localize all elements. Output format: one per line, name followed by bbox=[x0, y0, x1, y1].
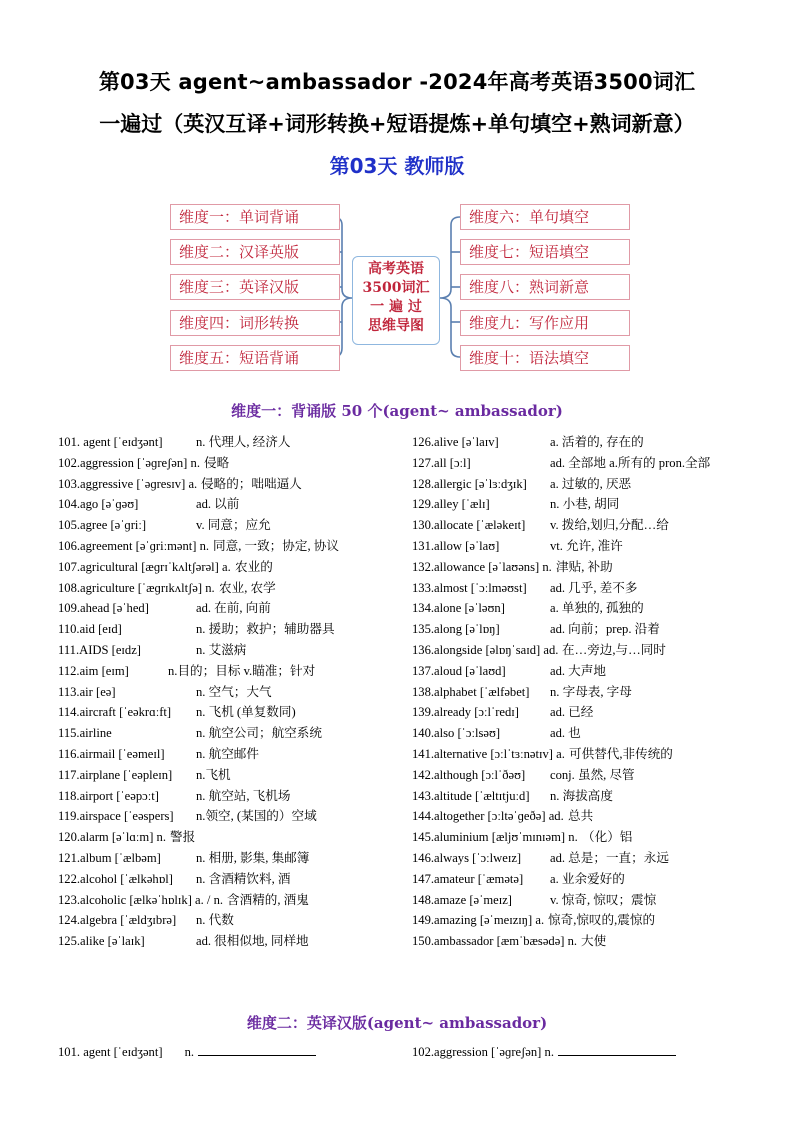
vocab-word: 122.alcohol [ˈælkəhɒl] bbox=[58, 871, 174, 886]
vocab-definition: n. 空气；大气 bbox=[196, 684, 272, 699]
mindmap-box-dim10: 维度十：语法填空 bbox=[460, 345, 630, 371]
vocab-entry bbox=[58, 640, 403, 661]
exercise-item-101 bbox=[58, 1043, 316, 1060]
vocab-entry bbox=[58, 931, 403, 952]
mindmap-box-dim2: 维度二：汉译英版 bbox=[170, 239, 340, 265]
vocab-entry bbox=[58, 910, 403, 931]
vocab-word: 141.alternative [ɔːlˈtɜːnətɪv] a. bbox=[412, 746, 565, 761]
exercise-word: 101. agent [ˈeɪdʒənt] bbox=[58, 1045, 163, 1059]
vocab-word: 142.although [ɔːlˈðəʊ] bbox=[412, 767, 526, 782]
vocab-word: 146.always [ˈɔːlweɪz] bbox=[412, 850, 522, 865]
vocab-word: 104.ago [əˈɡəʊ] bbox=[58, 497, 139, 512]
vocab-word: 112.aim [eɪm] bbox=[58, 663, 129, 678]
vocab-entry bbox=[412, 890, 752, 911]
vocab-entry bbox=[412, 640, 752, 661]
vocab-definition: 惊奇,惊叹的,震惊的 bbox=[548, 913, 656, 928]
vocab-entry bbox=[412, 910, 752, 931]
vocab-word: 123.alcoholic [ælkəˈhɒlɪk] a. / n. bbox=[58, 892, 224, 907]
vocab-word: 113.air [eə] bbox=[58, 684, 116, 699]
vocab-word: 120.alarm [əˈlɑːm] n. bbox=[58, 830, 167, 845]
vocab-entry bbox=[412, 702, 752, 723]
vocab-definition: n. 飞机 (单复数同) bbox=[196, 705, 296, 720]
vocab-word: 102.aggression [ˈəɡreʃən] n. bbox=[58, 455, 200, 470]
vocab-entry bbox=[412, 536, 752, 557]
vocab-entry bbox=[412, 806, 752, 827]
vocab-entry bbox=[412, 723, 752, 744]
vocab-word: 126.alive [əˈlaɪv] bbox=[412, 435, 499, 449]
vocab-definition: ad. 很相似地, 同样地 bbox=[196, 934, 309, 949]
vocab-entry bbox=[412, 557, 752, 578]
vocab-definition: vt. 允许, 准许 bbox=[550, 538, 623, 553]
vocab-definition: 在…旁边,与…同时 bbox=[562, 642, 666, 657]
vocab-definition: a. 活着的, 存在的 bbox=[550, 435, 644, 449]
mindmap-center-line4: 思维导图 bbox=[368, 318, 424, 334]
vocab-definition: ad. 几乎, 差不多 bbox=[550, 580, 638, 595]
vocab-definition: n. 含酒精饮料, 酒 bbox=[196, 871, 291, 886]
vocab-word: 144.altogether [ɔːltəˈɡeðə] ad. bbox=[412, 809, 564, 824]
vocab-definition: ad. 总是；一直；永远 bbox=[550, 850, 669, 865]
vocab-definition: v. 拨给,划归,分配…给 bbox=[550, 518, 669, 533]
vocab-entry bbox=[58, 453, 403, 474]
mindmap-box-dim3: 维度三：英译汉版 bbox=[170, 274, 340, 300]
vocab-definition: a. 业余爱好的 bbox=[550, 871, 625, 886]
vocab-word: 110.aid [eɪd] bbox=[58, 622, 122, 637]
vocab-entry bbox=[412, 619, 752, 640]
vocab-definition: （化）铝 bbox=[582, 830, 633, 845]
vocab-entry bbox=[58, 723, 403, 744]
vocab-word: 134.alone [əˈləʊn] bbox=[412, 601, 505, 616]
vocab-word: 148.amaze [əˈmeɪz] bbox=[412, 892, 512, 907]
vocab-definition: n.领空, (某国的）空域 bbox=[196, 809, 317, 824]
vocab-entry bbox=[58, 890, 403, 911]
exercise-word: 102.aggression [ˈəɡreʃən] n. bbox=[412, 1045, 554, 1059]
vocab-entry bbox=[58, 474, 403, 495]
mindmap-box-dim8: 维度八：熟词新意 bbox=[460, 274, 630, 300]
mindmap-box-dim7: 维度七：短语填空 bbox=[460, 239, 630, 265]
vocab-definition: n. 字母表, 字母 bbox=[550, 684, 632, 699]
vocab-word: 133.almost [ˈɔːlməʊst] bbox=[412, 580, 527, 595]
vocab-definition: 津贴, 补助 bbox=[556, 559, 613, 574]
vocab-entry bbox=[58, 661, 403, 682]
mindmap-box-dim4: 维度四：词形转换 bbox=[170, 310, 340, 336]
vocab-entry bbox=[58, 494, 403, 515]
vocab-definition: 侵略的；咄咄逼人 bbox=[201, 476, 302, 491]
vocab-definition: 警报 bbox=[170, 830, 196, 845]
vocab-word: 139.already [ɔːlˈredɪ] bbox=[412, 705, 519, 720]
vocab-definition: n. 航空站, 飞机场 bbox=[196, 788, 291, 803]
vocab-definition: 大使 bbox=[581, 934, 607, 949]
vocab-word: 131.allow [əˈlaʊ] bbox=[412, 538, 500, 553]
vocab-entry bbox=[412, 432, 752, 453]
vocab-word: 103.aggressive [ˈəɡresɪv] a. bbox=[58, 476, 198, 491]
vocab-definition: 同意, 一致；协定, 协议 bbox=[213, 538, 339, 553]
vocab-definition: n. 艾滋病 bbox=[196, 642, 247, 657]
vocab-word: 136.alongside [əlɒŋˈsaɪd] ad. bbox=[412, 642, 559, 657]
vocab-entry bbox=[58, 848, 403, 869]
vocab-entry bbox=[412, 453, 752, 474]
answer-blank[interactable] bbox=[558, 1043, 676, 1056]
vocab-definition: n.飞机 bbox=[196, 767, 231, 782]
vocab-entry bbox=[412, 682, 752, 703]
vocab-word: 137.aloud [əˈlaʊd] bbox=[412, 663, 506, 678]
vocab-list-right bbox=[412, 432, 752, 952]
vocab-entry bbox=[58, 869, 403, 890]
vocab-entry bbox=[412, 598, 752, 619]
vocab-entry bbox=[58, 702, 403, 723]
vocab-word: 101. agent [ˈeɪdʒənt] bbox=[58, 435, 163, 449]
page-subtitle: 第03天 教师版 bbox=[329, 154, 465, 178]
exercise-item-102 bbox=[412, 1043, 676, 1060]
vocab-entry bbox=[412, 474, 752, 495]
vocab-entry bbox=[412, 869, 752, 890]
vocab-definition: ad. 全部地 a.所有的 pron.全部 bbox=[550, 455, 711, 470]
vocab-entry bbox=[58, 619, 403, 640]
vocab-word: 121.album [ˈælbəm] bbox=[58, 850, 161, 865]
vocab-entry bbox=[412, 744, 752, 765]
vocab-definition: n. 代数 bbox=[196, 913, 234, 928]
vocab-definition: 侵略 bbox=[204, 455, 230, 470]
vocab-word: 107.agricultural [æɡrɪˈkʌltʃərəl] a. bbox=[58, 559, 231, 574]
vocab-entry bbox=[412, 931, 752, 952]
mindmap-center-line2: 3500词汇 bbox=[362, 280, 430, 296]
vocab-word: 111.AIDS [eɪdz] bbox=[58, 642, 142, 657]
vocab-definition: 总共 bbox=[568, 809, 594, 824]
vocab-word: 119.airspace [ˈeəspers] bbox=[58, 809, 174, 824]
vocab-definition: conj. 虽然, 尽管 bbox=[550, 767, 635, 782]
vocab-word: 105.agree [əˈɡriː] bbox=[58, 518, 147, 533]
vocab-definition: 农业, 农学 bbox=[219, 580, 276, 595]
vocab-definition: n. 相册, 影集, 集邮簿 bbox=[196, 850, 310, 865]
vocab-word: 130.allocate [ˈæləkeɪt] bbox=[412, 518, 526, 533]
vocab-definition: ad. 大声地 bbox=[550, 663, 606, 678]
vocab-definition: ad. 向前；prep. 沿着 bbox=[550, 622, 660, 637]
vocab-entry bbox=[412, 827, 752, 848]
vocab-word: 143.altitude [ˈæltɪtjuːd] bbox=[412, 788, 530, 803]
vocab-definition: n. 海拔高度 bbox=[550, 788, 613, 803]
vocab-entry bbox=[412, 515, 752, 536]
vocab-definition: v. 同意；应允 bbox=[196, 518, 271, 533]
vocab-word: 124.algebra [ˈældʒɪbrə] bbox=[58, 913, 177, 928]
vocab-definition: ad. 以前 bbox=[196, 497, 240, 512]
vocab-word: 108.agriculture [ˈæɡrɪkʌltʃə] n. bbox=[58, 580, 215, 595]
vocab-definition: ad. 已经 bbox=[550, 705, 594, 720]
page-title-line2: 一遍过（英汉互译+词形转换+短语提炼+单句填空+熟词新意） bbox=[99, 112, 695, 136]
vocab-word: 109.ahead [əˈhed] bbox=[58, 601, 149, 616]
vocab-definition: 可供替代,非传统的 bbox=[569, 746, 673, 761]
mindmap-center-line1: 高考英语 bbox=[368, 261, 424, 277]
mindmap-center bbox=[352, 256, 440, 345]
vocab-word: 125.alike [əˈlaɪk] bbox=[58, 934, 145, 949]
vocab-word: 117.airplane [ˈeəpleɪn] bbox=[58, 767, 173, 782]
vocab-word: 132.allowance [əˈlaʊəns] n. bbox=[412, 559, 552, 574]
vocab-entry bbox=[412, 494, 752, 515]
vocab-word: 116.airmail [ˈeəmeɪl] bbox=[58, 746, 165, 761]
vocab-word: 106.agreement [əˈɡriːmənt] n. bbox=[58, 538, 210, 553]
vocab-definition: v. 惊奇, 惊叹；震惊 bbox=[550, 892, 657, 907]
vocab-entry bbox=[58, 432, 403, 453]
vocab-word: 128.allergic [əˈlɜːdʒɪk] bbox=[412, 476, 527, 491]
vocab-entry bbox=[58, 806, 403, 827]
vocab-entry bbox=[58, 786, 403, 807]
vocab-entry bbox=[412, 786, 752, 807]
mindmap-box-dim5: 维度五：短语背诵 bbox=[170, 345, 340, 371]
vocab-definition: a. 单独的, 孤独的 bbox=[550, 601, 644, 616]
vocab-entry bbox=[58, 827, 403, 848]
vocab-definition: n.目的；目标 v.瞄准；针对 bbox=[168, 663, 316, 678]
vocab-word: 129.alley [ˈælɪ] bbox=[412, 497, 490, 512]
vocab-word: 118.airport [ˈeəpɔːt] bbox=[58, 788, 159, 803]
vocab-entry bbox=[412, 765, 752, 786]
vocab-word: 147.amateur [ˈæmətə] bbox=[412, 871, 524, 886]
mindmap-box-dim6: 维度六：单句填空 bbox=[460, 204, 630, 230]
vocab-word: 150.ambassador [æmˈbæsədə] n. bbox=[412, 934, 578, 949]
vocab-entry bbox=[58, 765, 403, 786]
vocab-entry bbox=[412, 848, 752, 869]
vocab-word: 135.along [əˈlɒŋ] bbox=[412, 622, 500, 637]
vocab-definition: n. 代理人, 经济人 bbox=[196, 435, 291, 449]
vocab-word: 127.all [ɔːl] bbox=[412, 455, 471, 470]
vocab-entry bbox=[58, 598, 403, 619]
vocab-list-left bbox=[58, 432, 403, 952]
mindmap-box-dim9: 维度九：写作应用 bbox=[460, 310, 630, 336]
vocab-definition: n. 航空邮件 bbox=[196, 746, 259, 761]
vocab-definition: 农业的 bbox=[235, 559, 273, 574]
vocab-definition: ad. 在前, 向前 bbox=[196, 601, 271, 616]
vocab-word: 149.amazing [əˈmeɪzɪŋ] a. bbox=[412, 913, 545, 928]
section2-title: 维度二：英译汉版(agent~ ambassador) bbox=[246, 1014, 548, 1032]
vocab-definition: n. 援助；救护；辅助器具 bbox=[196, 622, 335, 637]
vocab-entry bbox=[412, 578, 752, 599]
exercise-pos: n. bbox=[184, 1045, 195, 1059]
vocab-entry bbox=[58, 682, 403, 703]
page-title-line1: 第03天 agent~ambassador -2024年高考英语3500词汇 bbox=[98, 70, 696, 94]
answer-blank[interactable] bbox=[198, 1043, 316, 1056]
vocab-entry bbox=[58, 557, 403, 578]
mindmap-center-line3: 一 遍 过 bbox=[370, 299, 422, 315]
mindmap-box-dim1: 维度一：单词背诵 bbox=[170, 204, 340, 230]
vocab-word: 114.aircraft [ˈeəkrɑːft] bbox=[58, 705, 172, 720]
vocab-word: 115.airline bbox=[58, 726, 112, 741]
vocab-word: 138.alphabet [ˈælfəbet] bbox=[412, 684, 530, 699]
section1-title: 维度一：背诵版 50 个(agent~ ambassador) bbox=[231, 402, 563, 420]
vocab-definition: ad. 也 bbox=[550, 726, 581, 741]
vocab-entry bbox=[58, 536, 403, 557]
vocab-word: 140.also [ˈɔːlsəʊ] bbox=[412, 726, 501, 741]
vocab-entry bbox=[58, 744, 403, 765]
vocab-word: 145.aluminium [æljʊˈmɪnɪəm] n. bbox=[412, 830, 578, 845]
vocab-entry bbox=[58, 515, 403, 536]
vocab-definition: a. 过敏的, 厌恶 bbox=[550, 476, 632, 491]
vocab-definition: n. 航空公司；航空系统 bbox=[196, 726, 322, 741]
vocab-definition: n. 小巷, 胡同 bbox=[550, 497, 620, 512]
vocab-entry bbox=[412, 661, 752, 682]
vocab-entry bbox=[58, 578, 403, 599]
vocab-definition: 含酒精的, 酒鬼 bbox=[227, 892, 309, 907]
